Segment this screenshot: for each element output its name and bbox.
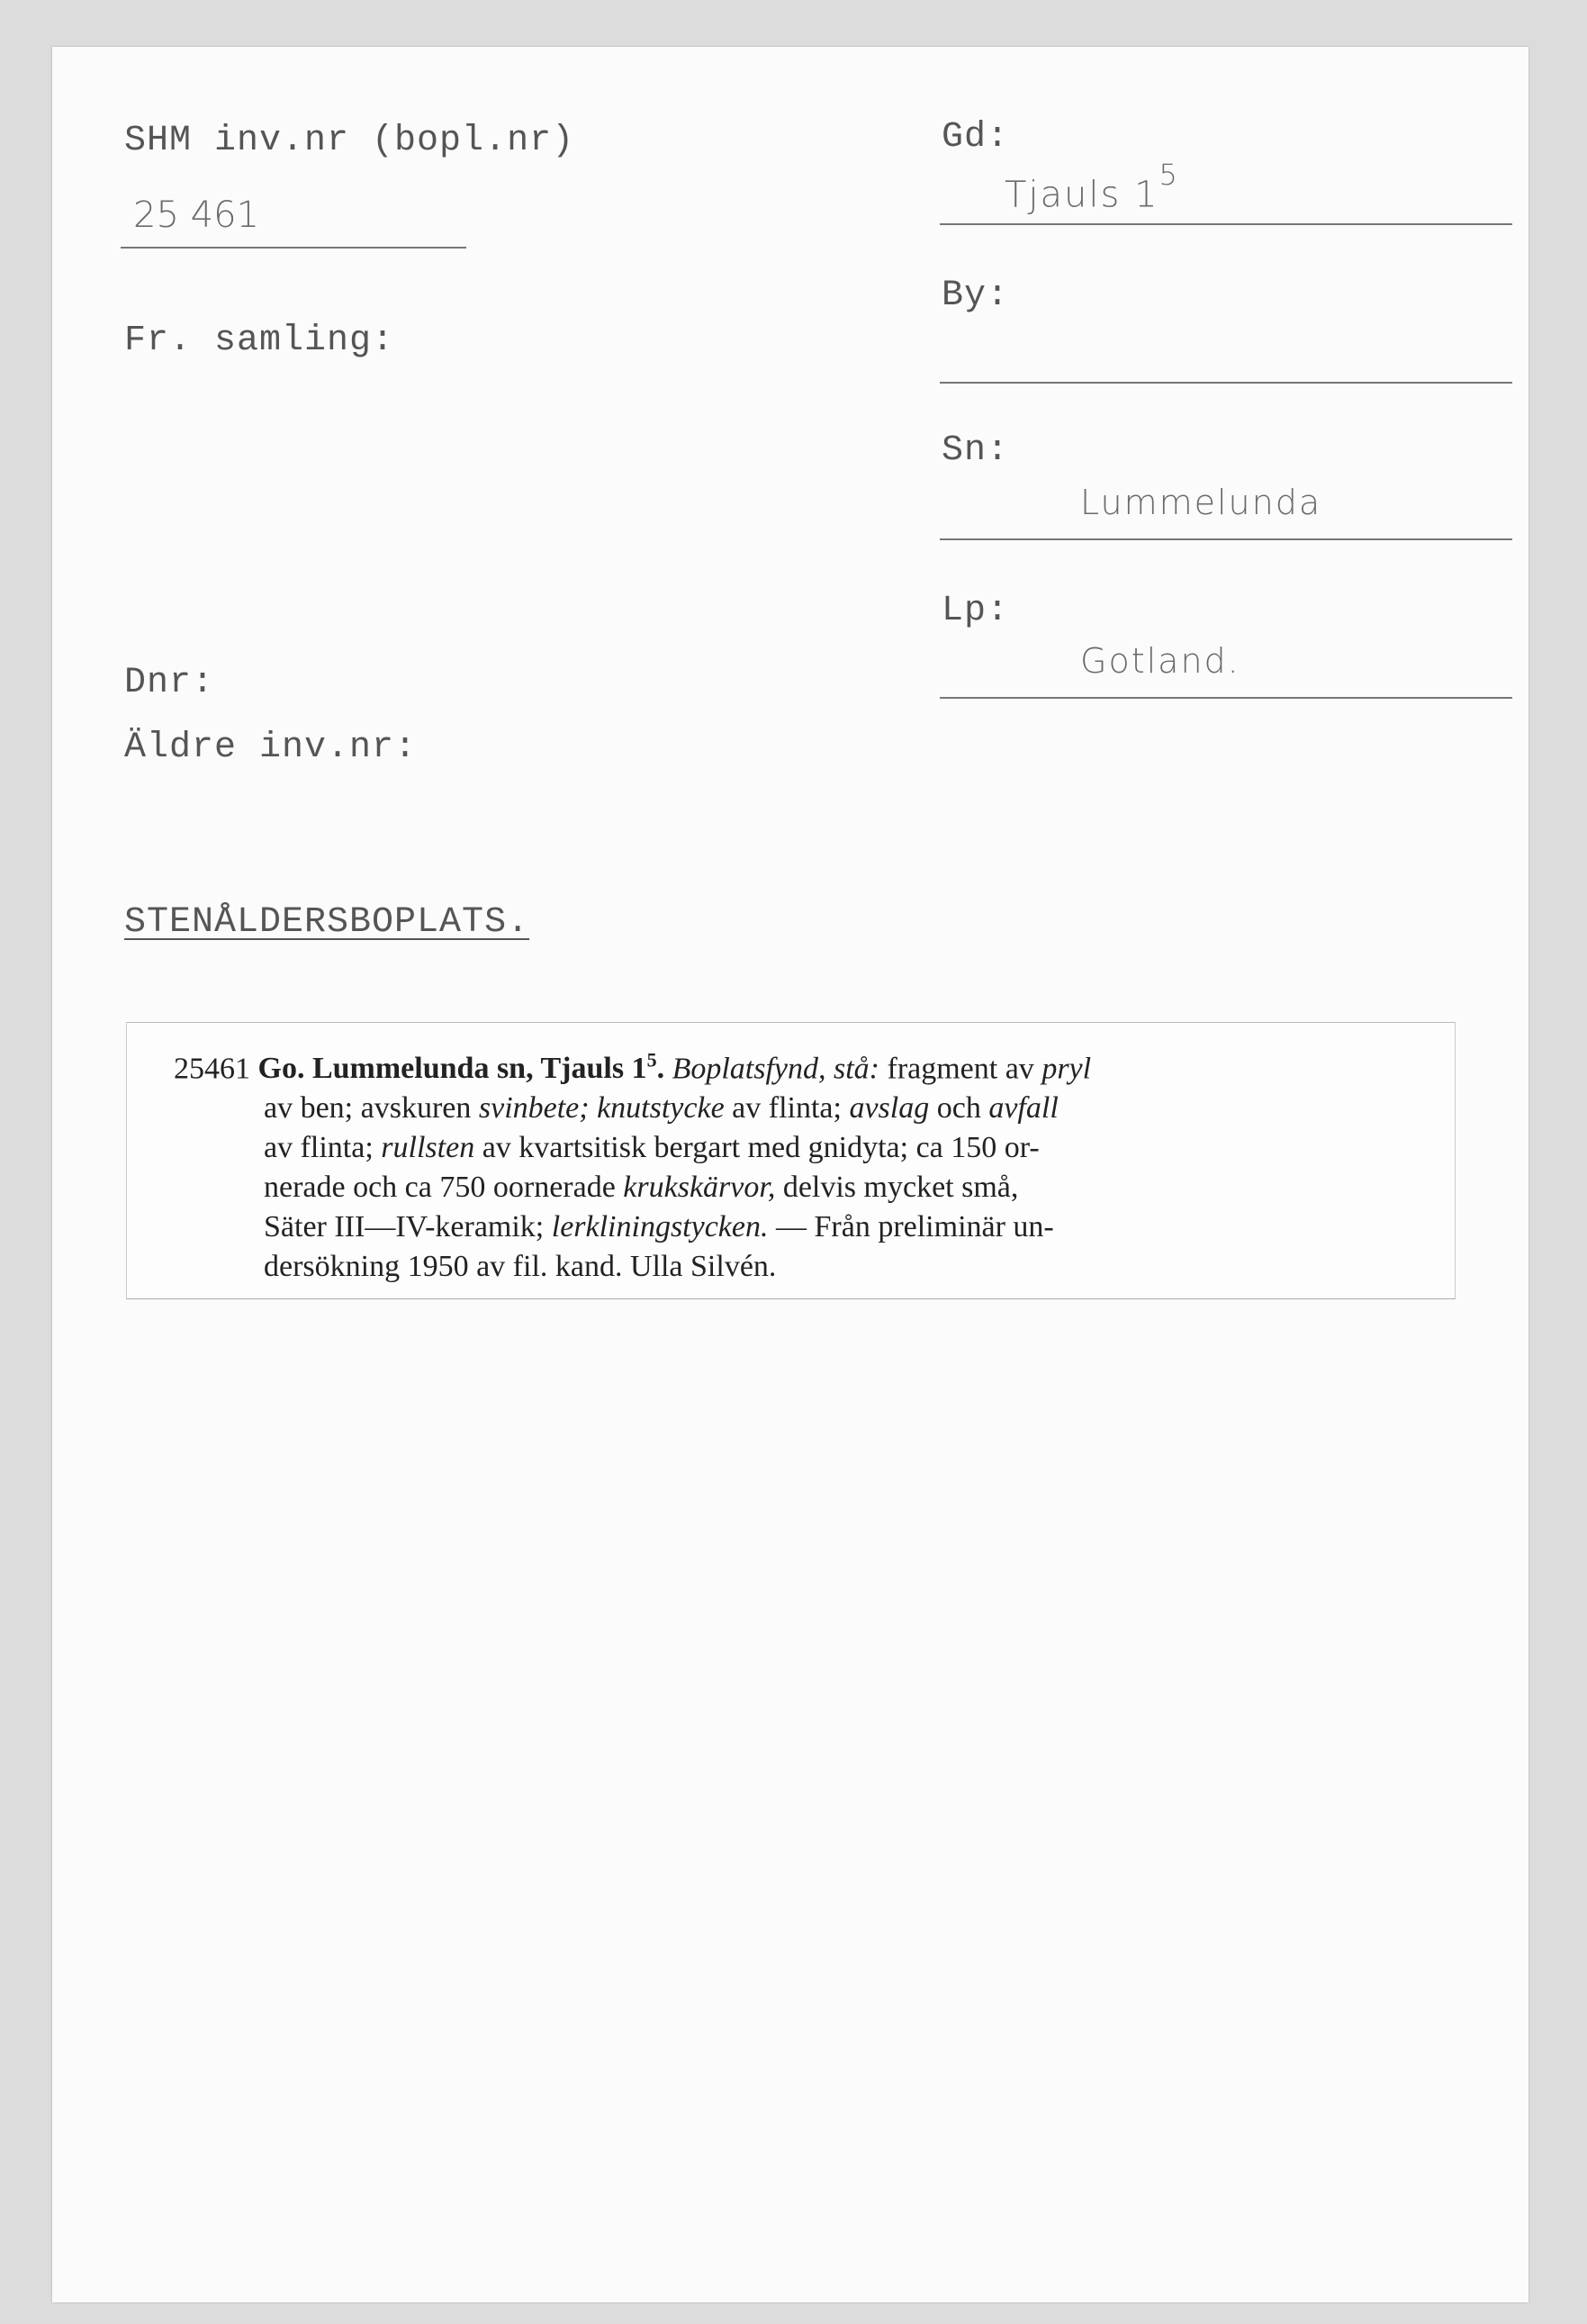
entry-l2-d: av flinta;	[732, 1091, 842, 1126]
entry-l3-b: rullsten	[381, 1131, 475, 1165]
entry-l2-c: knutstycke	[597, 1091, 725, 1126]
entry-l2-g: avfall	[988, 1091, 1059, 1126]
heading-stenaldersboplats: STENÅLDERSBOPLATS.	[124, 902, 530, 943]
entry-line-4	[174, 1168, 1362, 1207]
entry-line-6: dersökning 1950 av fil. kand. Ulla Silvén.	[264, 1250, 777, 1284]
entry-line-2	[174, 1089, 1362, 1128]
by-label: By:	[942, 276, 1010, 316]
catalog-card	[52, 47, 1528, 2302]
entry-l1-c: pryl	[1041, 1052, 1092, 1086]
gd-underline	[940, 223, 1512, 225]
dnr-label: Dnr:	[124, 663, 215, 703]
entry-l5-a: Säter III—IV-keramik;	[264, 1210, 545, 1244]
catalog-entry-text	[174, 1041, 1362, 1287]
entry-l3-a: av flinta;	[264, 1131, 374, 1165]
entry-l5-b: lerkliningstycken.	[551, 1210, 769, 1244]
entry-l2-b: svinbete;	[478, 1091, 590, 1126]
entry-line-3	[174, 1128, 1362, 1168]
entry-l5-c: — Från preliminär un-	[776, 1210, 1054, 1244]
sn-value: Lummelunda	[1080, 483, 1322, 522]
lp-underline	[940, 697, 1512, 699]
entry-number: 25461	[174, 1052, 250, 1086]
entry-place	[257, 1049, 665, 1086]
entry-place-end: .	[656, 1052, 665, 1086]
shm-inv-underline	[121, 247, 466, 249]
entry-l4-c: delvis mycket små,	[782, 1171, 1019, 1205]
by-underline	[940, 382, 1512, 384]
fr-samling-label: Fr. samling:	[124, 321, 395, 361]
sn-label: Sn:	[942, 430, 1010, 471]
entry-line-5	[174, 1207, 1362, 1247]
shm-inv-value: 25 461	[133, 194, 259, 236]
entry-l1-b: fragment av	[887, 1052, 1034, 1086]
entry-line-1	[174, 1041, 1362, 1089]
entry-l2-f: och	[936, 1091, 981, 1126]
gd-value	[1005, 158, 1179, 216]
gd-value-sup: 5	[1159, 158, 1179, 192]
gd-label: Gd:	[942, 117, 1010, 158]
lp-label: Lp:	[942, 591, 1010, 631]
entry-l2-a: av ben; avskuren	[264, 1091, 472, 1126]
shm-inv-label: SHM inv.nr (bopl.nr)	[124, 121, 575, 161]
entry-l4-b: krukskärvor,	[623, 1171, 776, 1205]
sn-underline	[940, 538, 1512, 540]
entry-place-sup: 5	[646, 1049, 657, 1072]
entry-l4-a: nerade och ca 750 oornerade	[264, 1171, 616, 1205]
aldre-inv-label: Äldre inv.nr:	[124, 728, 418, 768]
gd-value-text: Tjauls 1	[1005, 174, 1159, 216]
entry-l2-e: avslag	[849, 1091, 930, 1126]
catalog-entry-clipping	[126, 1022, 1456, 1299]
entry-place-text: Go. Lummelunda sn, Tjauls 1	[257, 1052, 647, 1086]
entry-l3-c: av kvartsitisk bergart med gnidyta; ca 150 or-	[482, 1131, 1040, 1165]
lp-value: Gotland.	[1080, 641, 1240, 681]
entry-l1-a: Boplatsfynd, stå:	[672, 1052, 879, 1086]
